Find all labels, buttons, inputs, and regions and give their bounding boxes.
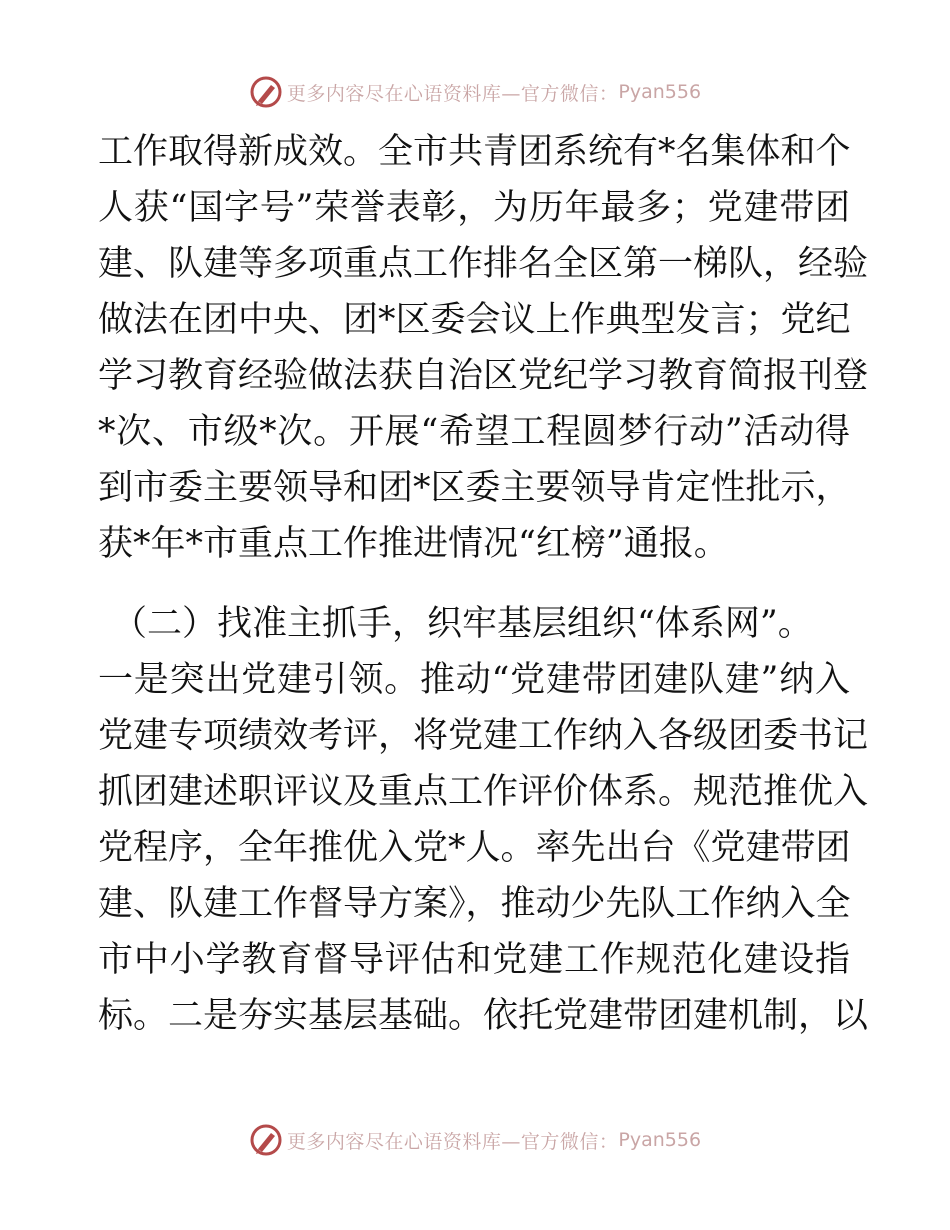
text-line: 到市委主要领导和团*区委主要领导肯定性批示， xyxy=(98,468,851,508)
text-line: 党建专项绩效考评，将党建工作纳入各级团委书记 xyxy=(98,716,869,756)
text-line: 学习教育经验做法获自治区党纪学习教育简报刊登 xyxy=(98,356,869,396)
text-line: 工作取得新成效。全市共青团系统有*名集体和个 xyxy=(98,132,851,172)
text-line: 做法在团中央、团*区委会议上作典型发言；党纪 xyxy=(98,300,851,340)
watermark-text: 更多内容尽在心语资料库—官方微信： xyxy=(286,1130,619,1153)
text-line: 党程序，全年推优入党*人。率先出台《党建带团 xyxy=(98,828,851,868)
text-line: 市中小学教育督导评估和党建工作规范化建设指 xyxy=(98,940,850,980)
text-line: 一是突出党建引领。推动“党建带团建队建”纳入 xyxy=(98,660,850,700)
text-line: 抓团建述职评议及重点工作评价体系。规范推优入 xyxy=(98,772,869,812)
text-line: 建、队建等多项重点工作排名全区第一梯队，经验 xyxy=(98,244,869,284)
text-line: 人获“国字号”荣誉表彰，为历年最多；党建带团 xyxy=(98,188,850,228)
footer-watermark xyxy=(0,1120,950,1160)
watermark-text: 更多内容尽在心语资料库—官方微信： xyxy=(286,82,619,105)
header-watermark xyxy=(0,72,950,112)
pen-logo-icon xyxy=(249,75,283,109)
text-line: 标。二是夯实基层基础。依托党建带团建机制，以 xyxy=(98,996,869,1036)
text-line: 建、队建工作督导方案》，推动少先队工作纳入全 xyxy=(98,884,851,924)
watermark-wechat-id: Pyan556 xyxy=(618,81,702,103)
watermark-wechat-id: Pyan556 xyxy=(618,1129,702,1151)
text-line: *次、市级*次。开展“希望工程圆梦行动”活动得 xyxy=(98,412,850,452)
text-line: 获*年*市重点工作推进情况“红榜”通报。 xyxy=(98,524,729,564)
pen-logo-icon xyxy=(249,1123,283,1157)
section-heading: （二）找准主抓手，织牢基层组织“体系网”。 xyxy=(112,604,813,644)
